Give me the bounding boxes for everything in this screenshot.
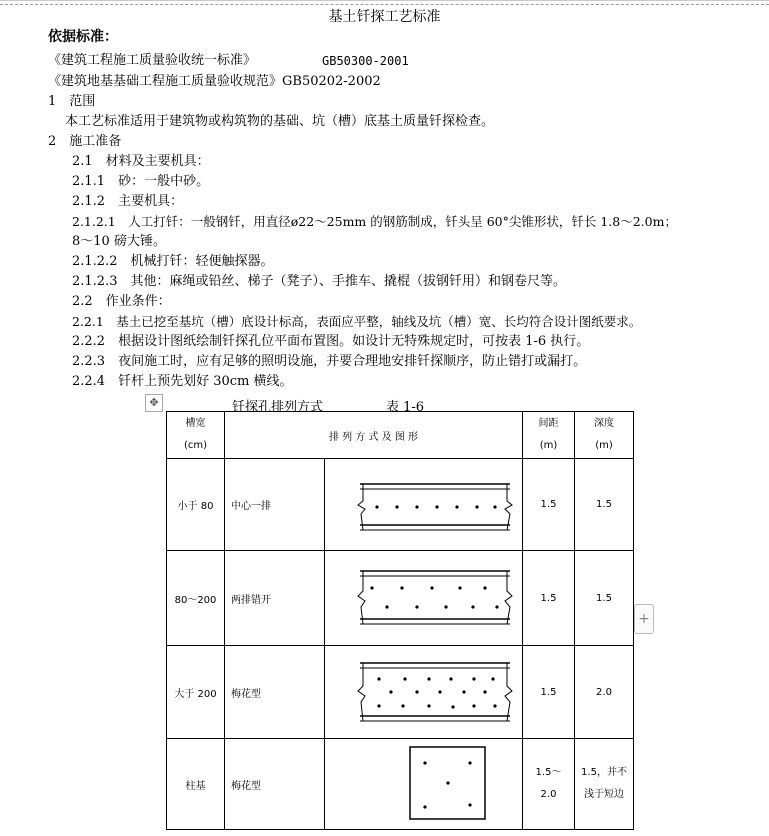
section-2-1-2-1: 2.1.2.1 人工打钎：一般钢钎，用直径ø22～25mm 的钢筋制成，钎头呈 60°尖锥形状，钎长 1.8～2.0m；: [72, 214, 677, 229]
table-row: [167, 551, 634, 646]
probe-hole: [451, 705, 454, 708]
section-2-2-1: 2.2.1 基土已挖至基坑（槽）底设计标高，表面应平整，轴线及坑（槽）宽、长均符合设计图纸要求。: [72, 314, 642, 329]
probe-hole: [403, 677, 406, 680]
probe-hole: [483, 586, 486, 589]
probe-hole: [462, 690, 465, 693]
probe-hole: [375, 505, 378, 508]
plus-icon[interactable]: +: [634, 604, 654, 634]
probe-hole: [493, 505, 496, 508]
probe-holes: [375, 505, 496, 508]
probe-hole: [427, 704, 430, 707]
header-rule: [0, 4, 769, 5]
probe-hole: [468, 761, 471, 764]
row-method: 梅花型: [225, 739, 325, 830]
section-1-heading: 1 范围: [48, 94, 96, 109]
probe-hole: [446, 781, 449, 784]
probe-hole: [415, 690, 418, 693]
standard-2: 《建筑地基基础工程施工质量验收规范》GB50202-2002: [48, 74, 381, 89]
break-line-right: [505, 484, 512, 530]
table-header-row: [167, 412, 634, 459]
standard-1-name: 《建筑工程施工质量验收统一标准》: [48, 53, 257, 68]
row-method: 中心一排: [225, 459, 325, 551]
move-icon[interactable]: ✥: [145, 394, 163, 412]
row-spacing: 1.5: [523, 551, 575, 646]
probe-hole: [427, 677, 430, 680]
row-method: 梅花型: [225, 646, 325, 739]
section-2-2-2: 2.2.2 根据设计图纸绘制钎探孔位平面布置图。如设计无特殊规定时，可按表 1-6 执行。: [72, 334, 590, 349]
row-diagram-cell: [325, 459, 523, 551]
basis-heading: 依据标准：: [48, 29, 118, 45]
section-2-1-2-1-cont: 8～10 磅大锤。: [72, 234, 166, 249]
probe-hole: [370, 586, 373, 589]
row-width: 小于 80: [167, 459, 225, 551]
row-spacing-line: 2.0: [540, 789, 557, 800]
probe-holes: [370, 586, 498, 608]
section-1-text: 本工艺标准适用于建筑物或构筑物的基础、坑（槽）底基土质量钎探检查。: [65, 114, 495, 129]
section-2-1-2: 2.1.2 主要机具：: [72, 194, 184, 209]
document-title: 基土钎探工艺标准: [328, 9, 441, 25]
row-width: 柱基: [167, 739, 225, 830]
probe-hole: [472, 704, 475, 707]
probe-hole: [430, 586, 433, 589]
header-depth-label: 深度: [594, 418, 614, 429]
probe-hole: [395, 505, 398, 508]
break-line-left: [358, 484, 365, 530]
header-width-label: 槽宽: [185, 418, 206, 429]
probe-hole: [471, 605, 474, 608]
table-row: [167, 646, 634, 739]
break-line-left: [358, 663, 365, 721]
header-method-label: 排 列 方 式 及 图 形: [328, 431, 419, 443]
table-caption: 钎探孔排列方式: [232, 400, 324, 415]
page-top-border: [0, 0, 769, 2]
probe-hole: [401, 704, 404, 707]
row-spacing: 1.5: [523, 646, 575, 739]
header-depth-unit: (m): [595, 440, 613, 451]
probe-hole: [472, 677, 475, 680]
probe-hole: [449, 677, 452, 680]
probe-hole: [438, 690, 441, 693]
section-2-1-1: 2.1.1 砂：一般中砂。: [72, 174, 210, 189]
probe-hole: [475, 505, 478, 508]
probe-hole: [458, 586, 461, 589]
section-2-heading: 2 施工准备: [48, 134, 122, 149]
row-depth-cell: [575, 739, 634, 830]
column-footing-diagram: [325, 739, 522, 829]
staggered-rows-diagram: [325, 551, 522, 645]
row-width: 80～200: [167, 551, 225, 646]
probe-hole: [493, 704, 496, 707]
probe-hole: [468, 803, 471, 806]
row-depth: 1.5: [575, 459, 634, 551]
break-line-left: [358, 571, 365, 624]
probe-hole: [389, 690, 392, 693]
probe-hole: [444, 605, 447, 608]
row-depth-line: 浅于短边: [584, 789, 624, 800]
probe-hole: [423, 761, 426, 764]
probe-hole: [435, 505, 438, 508]
probe-holes: [423, 761, 471, 808]
header-width-unit: (cm): [183, 440, 208, 451]
row-method: 两排错开: [225, 551, 325, 646]
section-2-2: 2.2 作业条件：: [72, 294, 171, 309]
header-width-cell: [167, 412, 225, 459]
probe-hole: [491, 677, 494, 680]
section-2-1: 2.1 材料及主要机具：: [72, 154, 210, 169]
probe-hole: [483, 690, 486, 693]
probe-hole: [377, 704, 380, 707]
row-spacing-cell: [523, 739, 575, 830]
row-spacing-line: 1.5～: [535, 767, 562, 778]
header-spacing-cell: [523, 412, 575, 459]
table-row: [167, 739, 634, 830]
probe-hole: [385, 605, 388, 608]
header-method-cell: [225, 412, 523, 459]
row-diagram-cell: [325, 739, 523, 830]
break-line-right: [505, 663, 512, 721]
header-depth-cell: [575, 412, 634, 459]
row-diagram-cell: [325, 646, 523, 739]
probe-hole: [415, 505, 418, 508]
row-spacing: 1.5: [523, 459, 575, 551]
break-line-right: [505, 571, 512, 624]
row-depth: 2.0: [575, 646, 634, 739]
section-2-1-2-2: 2.1.2.2 机械打钎：轻便触探器。: [72, 254, 274, 269]
row-width: 大于 200: [167, 646, 225, 739]
probe-hole: [377, 677, 380, 680]
section-2-2-4: 2.2.4 钎杆上预先划好 30cm 横线。: [72, 374, 293, 389]
header-spacing-label: 间距: [538, 418, 559, 429]
row-diagram-cell: [325, 551, 523, 646]
probe-hole: [415, 605, 418, 608]
section-2-2-3: 2.2.3 夜间施工时，应有足够的照明设施，并要合理地安排钎探顺序，防止错打或漏打。: [72, 354, 587, 369]
probe-hole: [423, 805, 426, 808]
row-depth-line: 1.5，并不: [581, 767, 627, 778]
single-row-diagram: [325, 459, 522, 550]
probe-hole: [400, 586, 403, 589]
table-row: [167, 459, 634, 551]
quincunx-trench-diagram: [325, 646, 522, 738]
probe-hole: [455, 505, 458, 508]
table-number: 表 1-6: [386, 400, 425, 415]
arrangement-table: [166, 411, 634, 830]
probe-holes: [377, 677, 496, 708]
section-2-1-2-3: 2.1.2.3 其他：麻绳或铅丝、梯子（凳子）、手推车、撬棍（拔钢钎用）和钢卷尺等。: [72, 274, 566, 289]
probe-hole: [495, 605, 498, 608]
header-spacing-unit: (m): [539, 440, 558, 451]
row-depth: 1.5: [575, 551, 634, 646]
standard-1-code: GB50300-2001: [322, 54, 409, 68]
